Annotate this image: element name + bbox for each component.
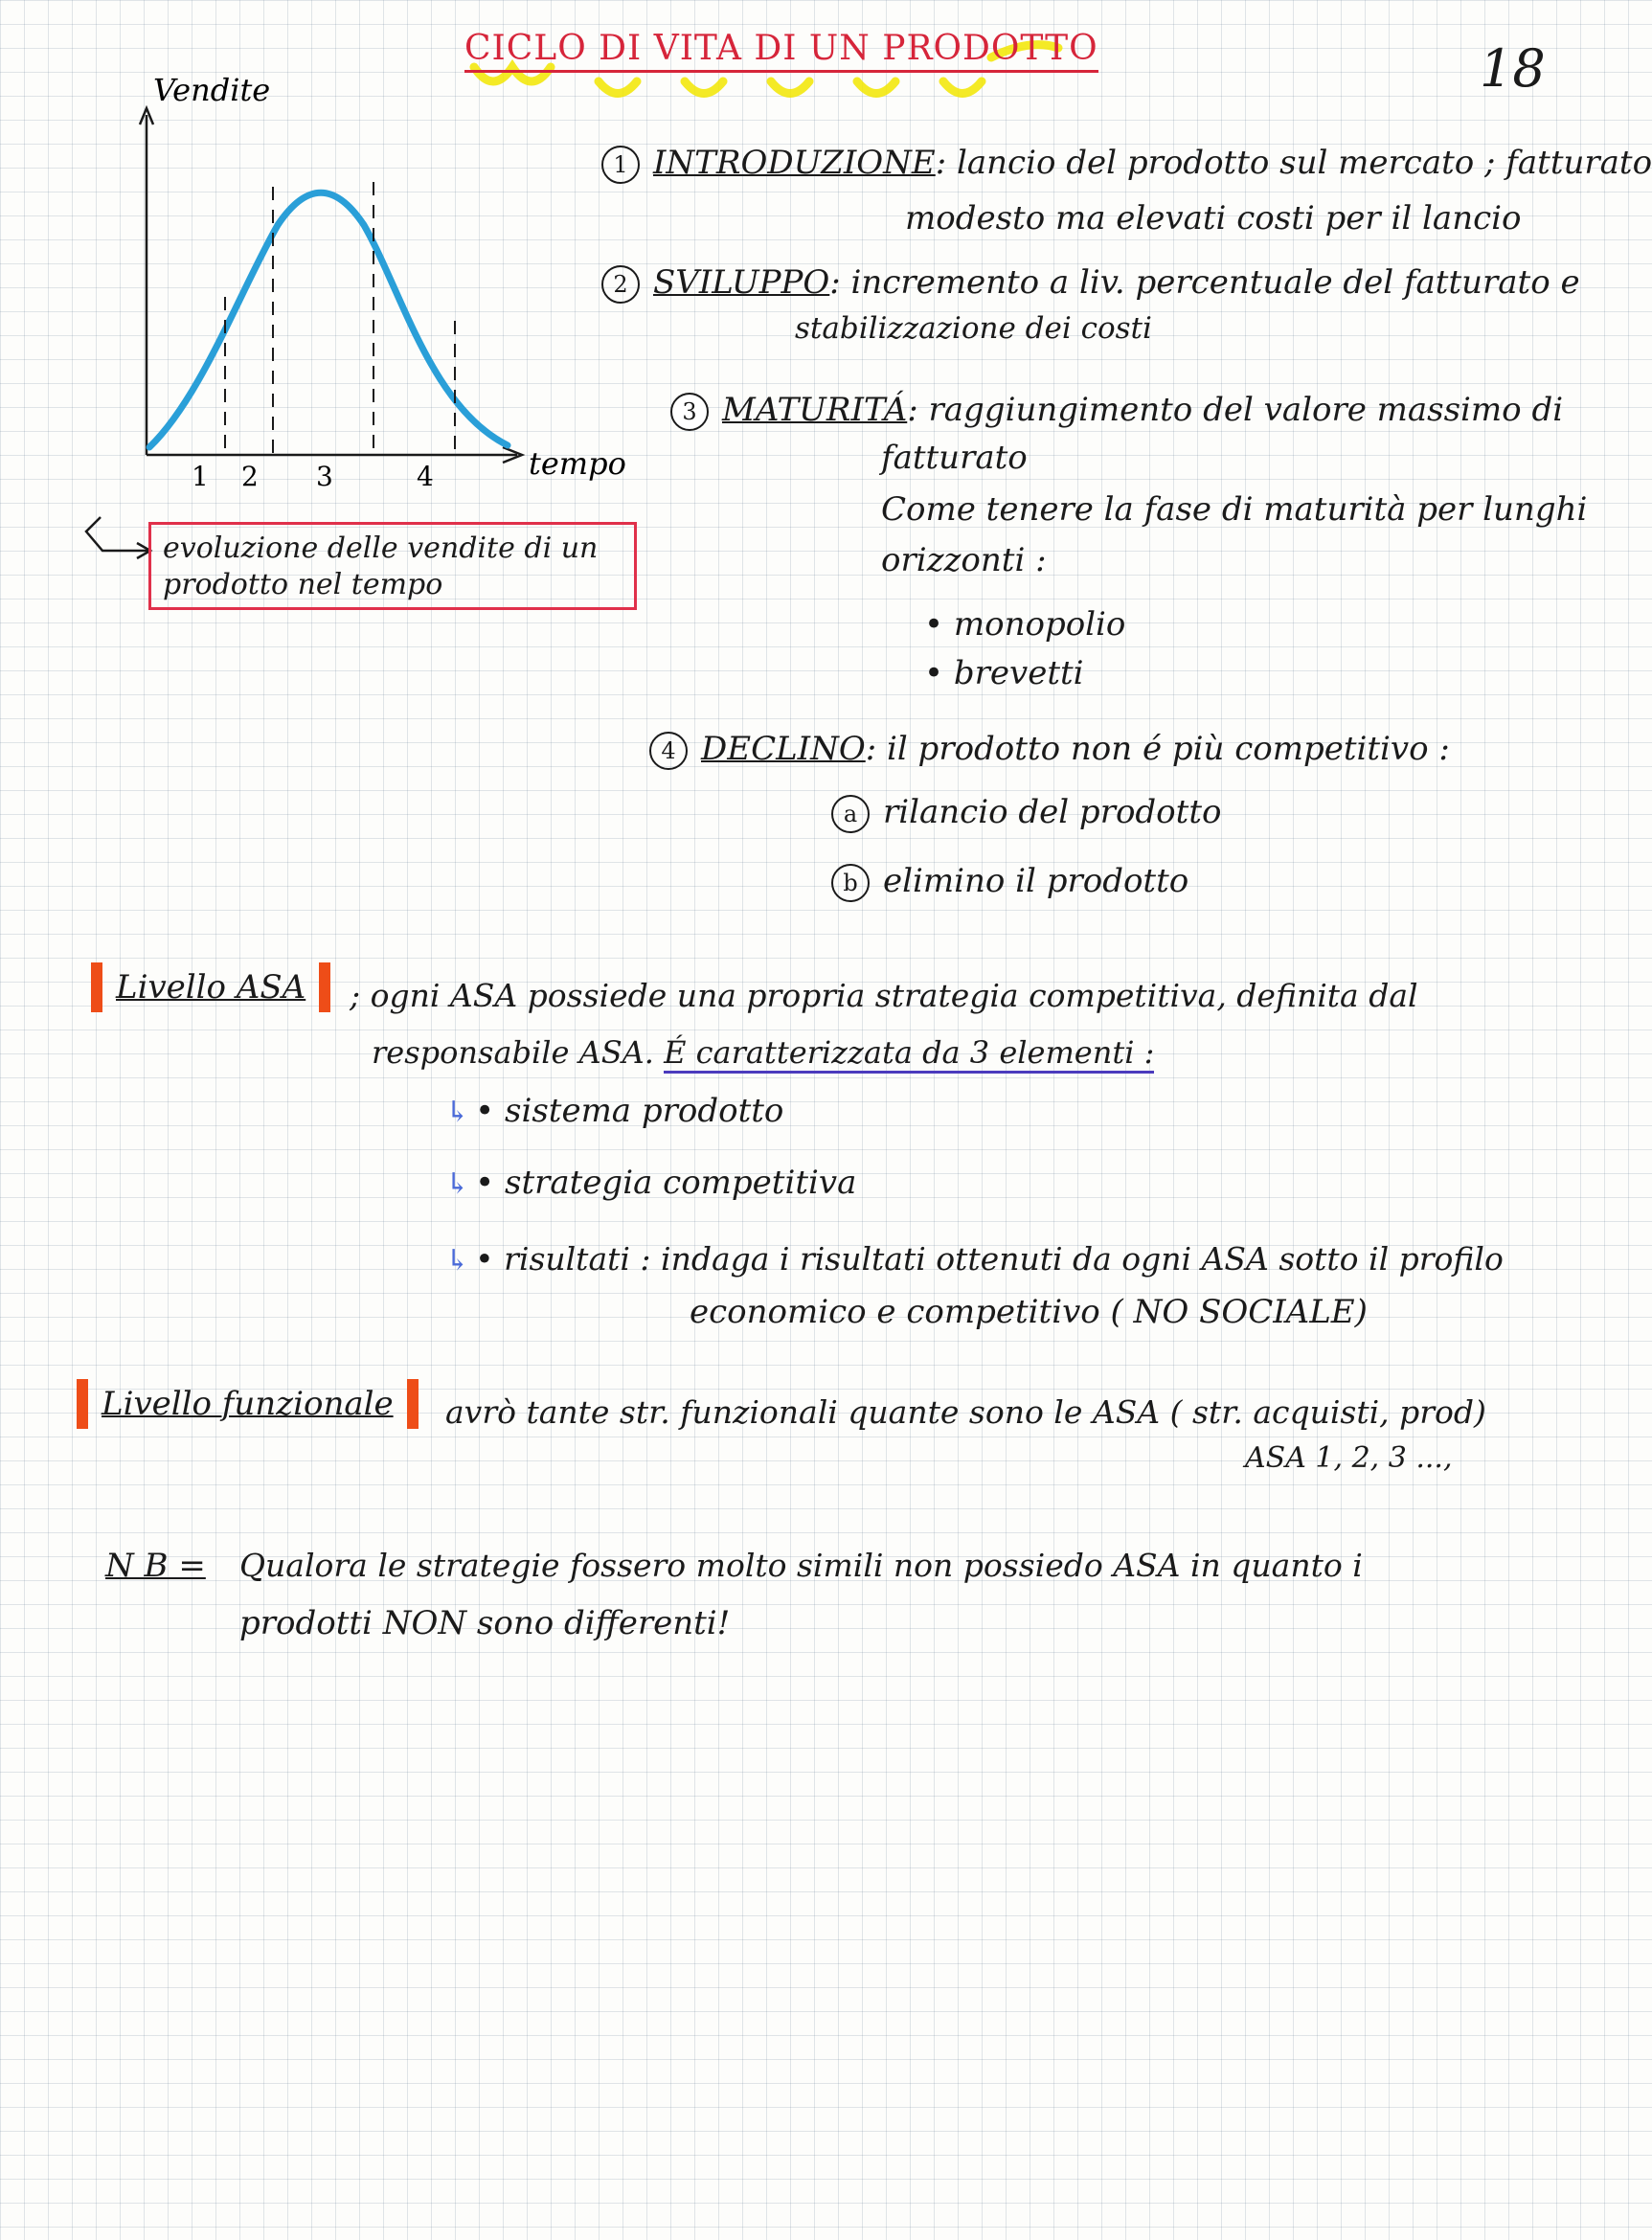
phase-2 — [601, 263, 1580, 304]
asa-text-1: ; ogni ASA possiede una propria strategia competitiva, definita dal — [350, 977, 1418, 1014]
arrow-icon: ↳ — [445, 1244, 470, 1278]
asa-element-2: ↳ • strategia competitiva — [445, 1164, 857, 1202]
phase-2-text-cont: stabilizzazione dei costi — [795, 311, 1152, 346]
phase-1-number: 1 — [601, 146, 640, 184]
phase-2-name: SVILUPPO — [653, 263, 830, 302]
asa-element-3: ↳ • risultati : indaga i risultati ottenuti da ogni ASA sotto il profilo — [445, 1240, 1504, 1278]
option-b-text: elimino il prodotto — [883, 862, 1189, 900]
option-a-letter: a — [831, 795, 870, 833]
asa-label-box — [91, 962, 330, 1012]
asa-element-3-text: risultati : indaga i risultati ottenuti da ogni ASA sotto il profilo — [504, 1240, 1504, 1278]
phase-1 — [601, 144, 1652, 184]
phase-3-bullet-1-text: monopolio — [953, 605, 1126, 644]
phase-tick-2: 2 — [241, 461, 259, 492]
option-a-text: rilancio del prodotto — [883, 793, 1222, 831]
phase-tick-4: 4 — [417, 461, 434, 492]
phase-3-text-cont: fatturato — [881, 439, 1028, 477]
funzionale-sub: ASA 1, 2, 3 ..., — [1245, 1441, 1453, 1475]
phase-3-bullet-2-text: brevetti — [953, 654, 1084, 692]
nb-label — [105, 1547, 206, 1585]
y-axis-label: Vendite — [153, 72, 271, 108]
x-axis-label: tempo — [529, 445, 626, 482]
phase-4-number: 4 — [649, 732, 688, 770]
phase-4-text: : il prodotto non é più competitivo : — [865, 730, 1450, 768]
phase-4-option-b — [831, 862, 1188, 902]
chart-caption: evoluzione delle vendite di un prodotto nel tempo — [148, 522, 637, 610]
phase-2-number: 2 — [601, 265, 640, 304]
phase-3-bullet-1: • monopolio — [924, 605, 1126, 644]
nb-label-text: N B = — [105, 1547, 206, 1585]
funzionale-label-box — [77, 1379, 419, 1429]
asa-text-2a: responsabile ASA. — [372, 1034, 665, 1071]
phase-1-text-cont: modesto ma elevati costi per il lancio — [905, 199, 1522, 238]
asa-label: Livello ASA — [116, 968, 306, 1007]
page-number: 18 — [1480, 38, 1546, 99]
arrow-icon: ↳ — [445, 1167, 470, 1201]
phase-4-option-a — [831, 793, 1221, 833]
phase-tick-1: 1 — [192, 461, 209, 492]
asa-element-1: ↳ • sistema prodotto — [445, 1092, 784, 1130]
phase-1-name: INTRODUZIONE — [653, 144, 936, 182]
phase-3-question: Come tenere la fase di maturità per lunghi — [881, 490, 1588, 529]
option-b-letter: b — [831, 864, 870, 902]
phase-3-number: 3 — [670, 393, 709, 431]
phase-1-text: : lancio del prodotto sul mercato ; fatturato — [935, 144, 1652, 182]
nb-text-2: prodotti NON sono differenti! — [239, 1604, 731, 1642]
asa-element-3-cont: economico e competitivo ( NO SOCIALE) — [690, 1293, 1368, 1331]
asa-text-2b: É caratterizzata da 3 elementi : — [664, 1034, 1154, 1074]
phase-tick-3: 3 — [316, 461, 333, 492]
caption-arrow-icon — [81, 512, 158, 560]
funzionale-text: avrò tante str. funzionali quante sono le ASA ( str. acquisti, prod) — [445, 1393, 1486, 1431]
arrow-icon: ↳ — [445, 1096, 470, 1129]
nb-text-1: Qualora le strategie fossero molto simili non possiedo ASA in quanto i — [239, 1547, 1363, 1584]
funzionale-label: Livello funzionale — [102, 1385, 394, 1423]
asa-text-2 — [372, 1034, 1154, 1071]
phase-3 — [670, 391, 1563, 431]
life-cycle-chart — [115, 72, 651, 532]
phase-3-bullet-2: • brevetti — [924, 654, 1084, 692]
sales-curve — [149, 192, 508, 447]
asa-element-1-text: sistema prodotto — [505, 1092, 784, 1130]
phase-3-name: MATURITÁ — [722, 391, 908, 429]
phase-4-name: DECLINO — [701, 730, 866, 768]
phase-3-text: : raggiungimento del valore massimo di — [907, 391, 1564, 429]
page-title: CICLO DI VITA DI UN PRODOTTO — [464, 29, 1098, 73]
phase-2-text: : incremento a liv. percentuale del fatturato e — [829, 263, 1580, 302]
phase-3-question-cont: orizzonti : — [881, 541, 1047, 579]
phase-4 — [649, 730, 1450, 770]
asa-element-2-text: strategia competitiva — [505, 1164, 857, 1202]
